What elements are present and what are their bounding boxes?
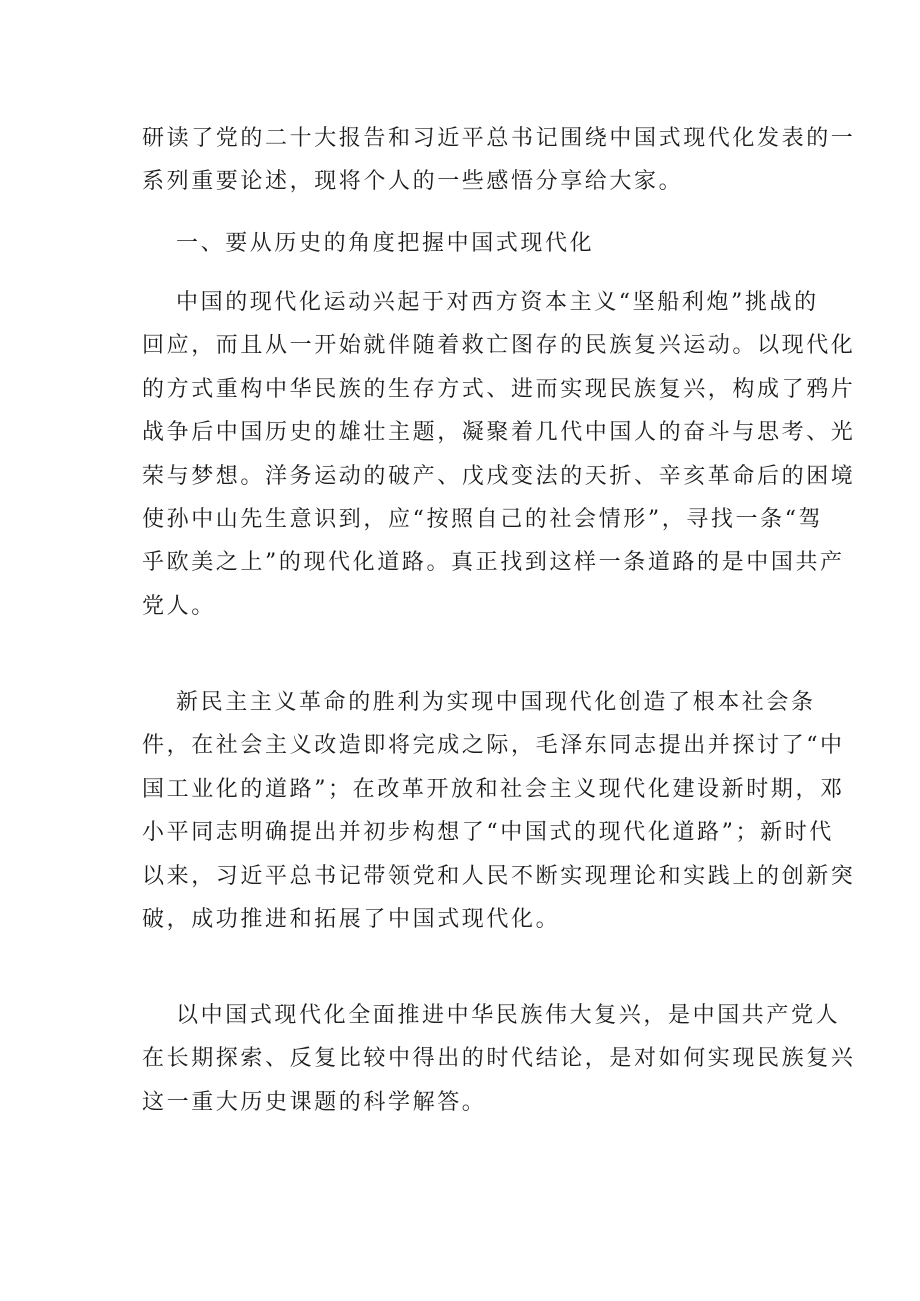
intro-paragraph (142, 117, 856, 204)
paragraph-line: 件，在社会主义改造即将完成之际，毛泽东同志提出并探讨了“中 (142, 733, 845, 759)
paragraph-line: 小平同志明确提出并初步构想了“中国式的现代化道路”；新时代 (142, 820, 834, 846)
paragraph-line: 以来，习近平总书记带领党和人民不断实现理论和实践上的创新突 (142, 863, 856, 889)
intro-line: 研读了党的二十大报告和习近平总书记围绕中国式现代化发表的一 (142, 126, 856, 151)
paragraph-line: 在长期探索、反复比较中得出的时代结论，是对如何实现民族复兴 (142, 1046, 856, 1072)
paragraph-line: 这一重大历史课题的科学解答。 (142, 1089, 487, 1115)
paragraph-line: 党人。 (142, 593, 216, 619)
paragraph-line: 国工业化的道路”；在改革开放和社会主义现代化建设新时期，邓 (142, 776, 845, 802)
paragraph-line: 战争后中国历史的雄壮主题，凝聚着几代中国人的奋斗与思考、光 (142, 420, 856, 446)
intro-line: 系列重要论述，现将个人的一些感悟分享给大家。 (142, 169, 684, 195)
paragraph-line: 新民主主义革命的胜利为实现中国现代化创造了根本社会条 (176, 690, 816, 715)
paragraph-line: 中国的现代化运动兴起于对西方资本主义“坚船利炮”挑战的 (176, 290, 819, 315)
paragraph-line: 使孙中山先生意识到，应“按照自己的社会情形”，寻找一条“驾 (142, 506, 824, 532)
paragraph-line: 的方式重构中华民族的生存方式、进而实现民族复兴，构成了鸦片 (142, 376, 856, 402)
section-heading: 一、要从历史的角度把握中国式现代化 (176, 231, 595, 256)
paragraph-2 (142, 681, 856, 941)
paragraph-1 (142, 281, 856, 628)
paragraph-line: 荣与梦想。洋务运动的破产、戊戌变法的天折、辛亥革命后的困境 (142, 463, 856, 489)
section-heading-block (142, 222, 782, 265)
paragraph-3 (142, 994, 856, 1124)
paragraph-line: 乎欧美之上”的现代化道路。真正找到这样一条道路的是中国共产 (142, 550, 845, 576)
paragraph-line: 破，成功推进和拓展了中国式现代化。 (142, 906, 561, 932)
paragraph-line: 以中国式现代化全面推进中华民族伟大复兴，是中国共产党人 (176, 1003, 841, 1028)
paragraph-line: 回应，而且从一开始就伴随着救亡图存的民族复兴运动。以现代化 (142, 333, 856, 359)
